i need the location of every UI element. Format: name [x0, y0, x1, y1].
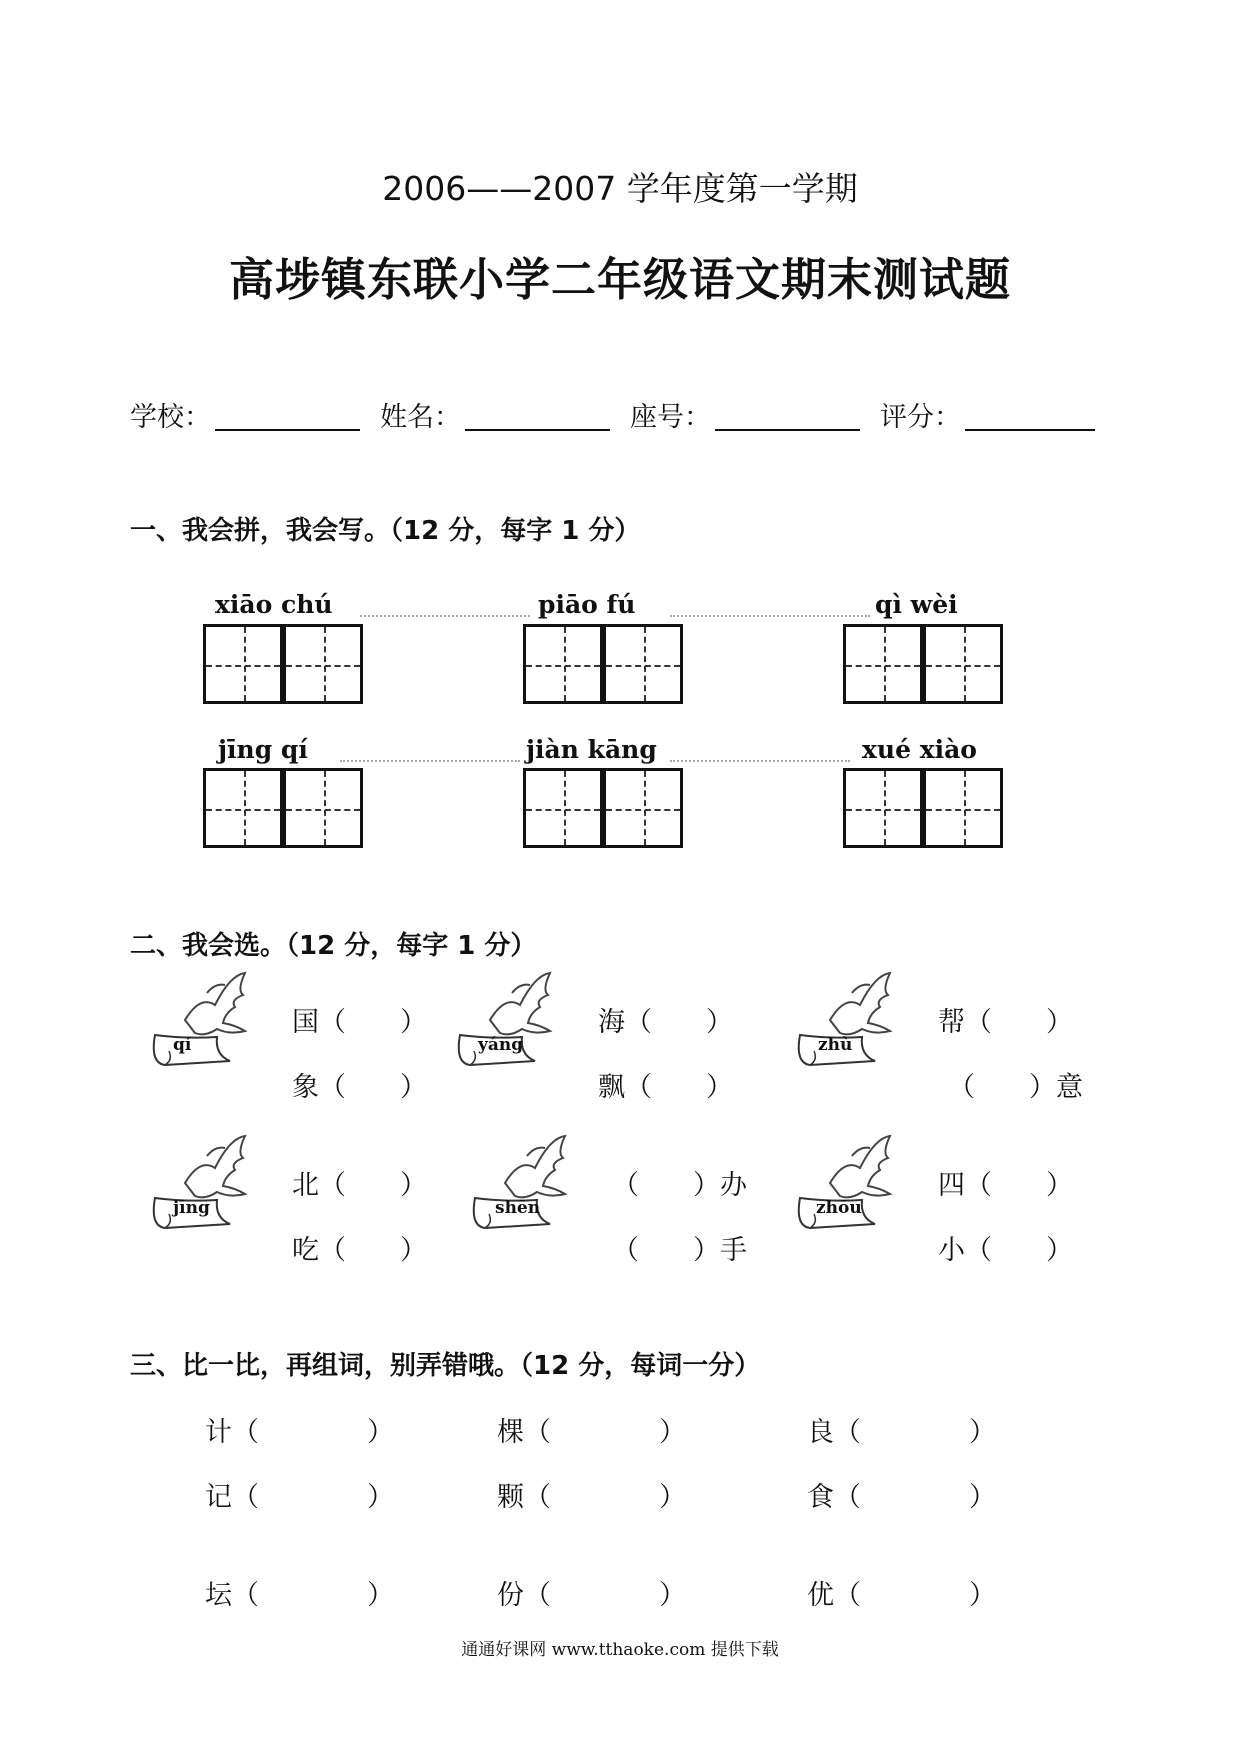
writing-grid-box[interactable] [923, 768, 1003, 848]
writing-grid-box[interactable] [603, 624, 683, 704]
choice-item[interactable]: 四（ ） [938, 1170, 1073, 1201]
dove-scroll-icon [145, 1128, 265, 1238]
score-blank[interactable] [965, 429, 1095, 431]
section2-heading: 二、我会选。（12 分，每字 1 分） [130, 931, 537, 961]
word-item[interactable]: 计（ ） [205, 1417, 394, 1448]
school-label: 学校： [130, 402, 211, 433]
writing-grid-box[interactable] [283, 624, 363, 704]
seat-field[interactable] [630, 395, 711, 434]
dotted-line [360, 615, 530, 617]
pinyin-sound-label: zhù [818, 1035, 853, 1055]
section3-heading: 三、比一比，再组词，别弄错哦。（12 分，每词一分） [130, 1351, 761, 1381]
word-item[interactable]: 颗（ ） [497, 1482, 686, 1513]
school-field[interactable] [130, 395, 211, 434]
word-item[interactable]: 棵（ ） [497, 1417, 686, 1448]
school-blank[interactable] [215, 429, 360, 431]
choice-item[interactable]: 海（ ） [598, 1007, 733, 1038]
pinyin-label: piāo fú [538, 590, 636, 619]
seat-label: 座号： [630, 402, 711, 433]
dove-scroll-icon [145, 965, 265, 1075]
pinyin-sound-label: shēn [495, 1198, 541, 1218]
writing-grid-box[interactable] [523, 624, 603, 704]
choice-item[interactable]: （ ）手 [612, 1235, 747, 1266]
name-blank[interactable] [465, 429, 610, 431]
word-item[interactable]: 坛（ ） [205, 1580, 394, 1611]
pinyin-sound-label: zhōu [816, 1198, 862, 1218]
word-item[interactable]: 良（ ） [807, 1417, 996, 1448]
seat-blank[interactable] [715, 429, 860, 431]
choice-item[interactable]: 象（ ） [292, 1072, 427, 1103]
word-item[interactable]: 记（ ） [205, 1482, 394, 1513]
dotted-line [340, 760, 520, 762]
pinyin-label: xiāo chú [215, 590, 333, 619]
score-field[interactable] [880, 395, 961, 434]
dotted-line [670, 760, 850, 762]
pinyin-label: jīng qí [218, 735, 308, 764]
section1-heading: 一、我会拼，我会写。（12 分，每字 1 分） [130, 516, 641, 546]
pinyin-sound-label: qí [173, 1035, 192, 1055]
writing-grid-box[interactable] [203, 624, 283, 704]
dove-scroll-icon [790, 965, 910, 1075]
dove-scroll-icon [465, 1128, 585, 1238]
choice-item[interactable]: （ ）办 [612, 1170, 747, 1201]
choice-item[interactable]: 帮（ ） [938, 1007, 1073, 1038]
writing-grid-box[interactable] [523, 768, 603, 848]
choice-item[interactable]: 北（ ） [292, 1170, 427, 1201]
dove-scroll-icon [450, 965, 570, 1075]
exam-title: 高埗镇东联小学二年级语文期末测试题 [228, 253, 1011, 306]
word-item[interactable]: 份（ ） [497, 1580, 686, 1611]
pinyin-sound-label: yáng [478, 1035, 524, 1055]
dove-scroll-icon [790, 1128, 910, 1238]
choice-item[interactable]: 飘（ ） [598, 1072, 733, 1103]
writing-grid-box[interactable] [843, 624, 923, 704]
choice-item[interactable]: （ ）意 [948, 1072, 1083, 1103]
score-label: 评分： [880, 402, 961, 433]
writing-grid-box[interactable] [923, 624, 1003, 704]
word-item[interactable]: 食（ ） [807, 1482, 996, 1513]
choice-item[interactable]: 小（ ） [938, 1235, 1073, 1266]
footer-source: 通通好课网 www.tthaoke.com 提供下载 [461, 1640, 779, 1660]
pinyin-label: xué xiào [862, 735, 977, 764]
pinyin-label: qì wèi [875, 590, 958, 619]
choice-item[interactable]: 吃（ ） [292, 1235, 427, 1266]
writing-grid-box[interactable] [603, 768, 683, 848]
dotted-line [670, 615, 870, 617]
name-label: 姓名： [380, 402, 461, 433]
pinyin-label: jiàn kāng [526, 735, 657, 764]
name-field[interactable] [380, 395, 461, 434]
writing-grid-box[interactable] [283, 768, 363, 848]
pinyin-sound-label: jīng [173, 1198, 210, 1218]
exam-term: 2006——2007 学年度第一学期 [382, 169, 858, 208]
choice-item[interactable]: 国（ ） [292, 1007, 427, 1038]
writing-grid-box[interactable] [203, 768, 283, 848]
word-item[interactable]: 优（ ） [807, 1580, 996, 1611]
writing-grid-box[interactable] [843, 768, 923, 848]
